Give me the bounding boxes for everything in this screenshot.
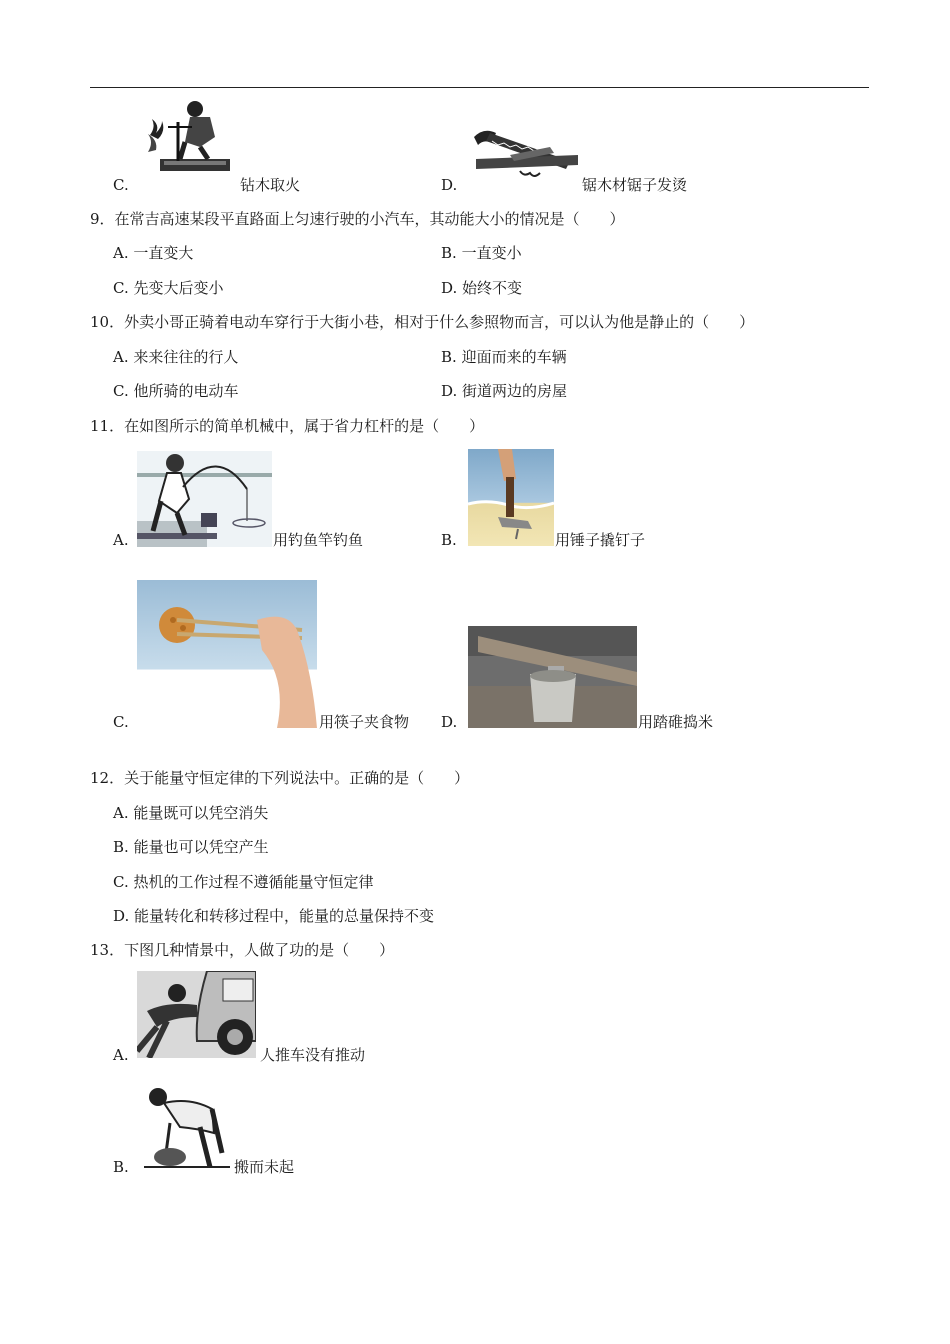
- q12-opt-c: C. 热机的工作过程不遵循能量守恒定律: [113, 873, 374, 891]
- q12-opt-d: D. 能量转化和转移过程中，能量的总量保持不变: [113, 907, 435, 925]
- chopsticks-icon: [137, 580, 317, 728]
- sawing-wood-icon: [470, 125, 580, 185]
- q11-opt-d-text: 用踏碓捣米: [638, 713, 714, 731]
- q10-opt-b: B. 迎面而来的车辆: [441, 348, 567, 366]
- fishing-rod-icon: [137, 451, 272, 547]
- q10-opt-c: C. 他所骑的电动车: [113, 382, 239, 400]
- q13-opt-a-letter: A.: [113, 1046, 129, 1064]
- q9-opt-c: C. 先变大后变小: [113, 279, 224, 297]
- q11-opt-c-text: 用筷子夹食物: [319, 713, 410, 731]
- q11-opt-c-letter: C.: [113, 713, 129, 731]
- q12-opt-a: A. 能量既可以凭空消失: [113, 804, 269, 822]
- q9-stem: 9．在常吉高速某段平直路面上匀速行驶的小汽车，其动能大小的情况是（ ）: [90, 210, 625, 228]
- q11-opt-d-letter: D.: [441, 713, 458, 731]
- q13-opt-b-text: 搬而未起: [234, 1158, 295, 1176]
- pushing-car-icon: [137, 971, 256, 1058]
- hammer-nail-icon: [468, 449, 554, 546]
- q9-opt-b: B. 一直变小: [441, 244, 522, 262]
- q9-opt-d: D. 始终不变: [441, 279, 523, 297]
- q10-opt-d: D. 街道两边的房屋: [441, 382, 568, 400]
- q11-stem: 11．在如图所示的简单机械中，属于省力杠杆的是（ ）: [90, 417, 485, 435]
- q9-opt-a: A. 一直变大: [113, 244, 194, 262]
- treadle-pestle-icon: [468, 626, 637, 728]
- lifting-stone-icon: [140, 1083, 230, 1170]
- q10-stem: 10．外卖小哥正骑着电动车穿行于大街小巷，相对于什么参照物而言，可以认为他是静止的（ ）: [90, 313, 755, 331]
- q11-opt-a-letter: A.: [113, 531, 129, 549]
- q8-opt-c-letter: C.: [113, 176, 129, 194]
- q13-opt-b-letter: B.: [113, 1158, 129, 1176]
- q13-stem: 13．下图几种情景中，人做了功的是（ ）: [90, 941, 395, 959]
- header-rule: [90, 87, 869, 88]
- q8-opt-c-text: 钻木取火: [240, 176, 301, 194]
- q12-stem: 12．关于能量守恒定律的下列说法中。正确的是（ ）: [90, 769, 470, 787]
- q13-opt-a-text: 人推车没有推动: [260, 1046, 366, 1064]
- q11-opt-a-text: 用钓鱼竿钓鱼: [273, 531, 364, 549]
- q11-opt-b-text: 用锤子撬钉子: [555, 531, 646, 549]
- q8-opt-d-text: 锯木材锯子发烫: [582, 176, 688, 194]
- q8-opt-d-letter: D.: [441, 176, 458, 194]
- q12-opt-b: B. 能量也可以凭空产生: [113, 838, 269, 856]
- q10-opt-a: A. 来来往往的行人: [113, 348, 239, 366]
- q11-opt-b-letter: B.: [441, 531, 457, 549]
- drilling-wood-fire-icon: [140, 97, 235, 182]
